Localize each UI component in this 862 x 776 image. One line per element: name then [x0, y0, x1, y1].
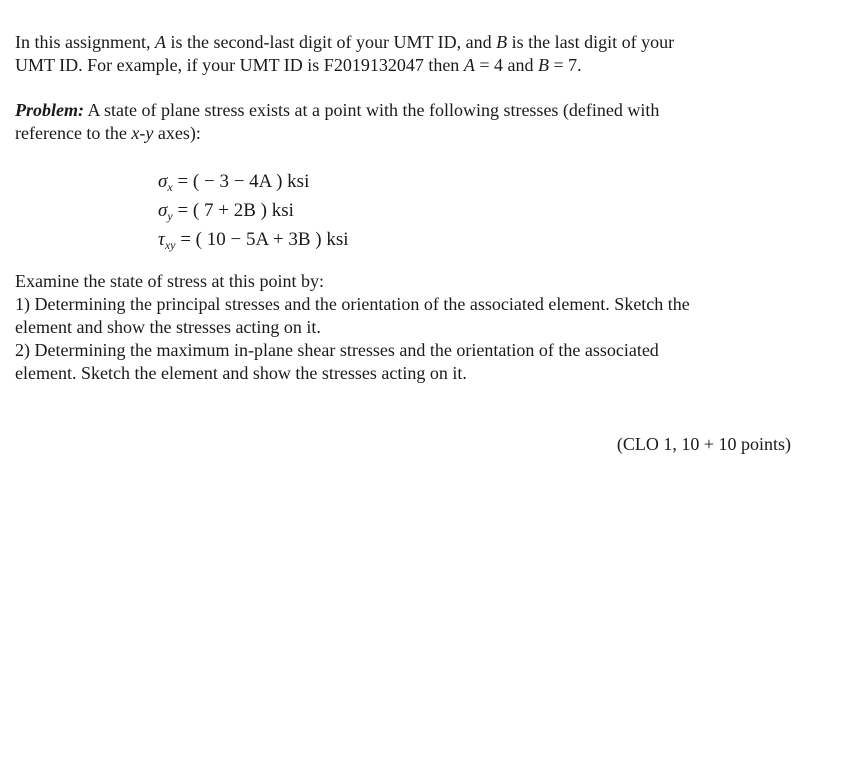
- examine-line: element. Sketch the element and show the stresses acting on it.: [15, 363, 467, 383]
- problem-line-1: Problem: A state of plane stress exists at a point with the following stresses (defined with: [15, 100, 660, 120]
- intro-line-2: UMT ID. For example, if your UMT ID is F2019132047 then A = 4 and B = 7.: [15, 55, 582, 75]
- clo-points-note: (CLO 1, 10 + 10 points): [616, 434, 791, 454]
- examine-line: Examine the state of stress at this point by:: [15, 271, 324, 291]
- equation-tau-xy: $\tau_{xy}$ = ( 10 − 5A + 3B ) ksi: [158, 229, 349, 252]
- examine-line: 2) Determining the maximum in-plane shear stresses and the orientation of the associated: [15, 340, 659, 360]
- intro-line-1: In this assignment, A is the second-last digit of your UMT ID, and B is the last digit of your: [15, 32, 675, 52]
- examine-line: element and show the stresses acting on it.: [15, 317, 321, 337]
- intro-paragraph: [15, 31, 795, 77]
- stress-equations: [158, 170, 349, 257]
- equation-sigma-x: $\sigma_x$ = ( − 3 − 4A ) ksi: [158, 171, 310, 194]
- examine-paragraph: [15, 270, 795, 385]
- equation-sigma-y: $\sigma_y$ = ( 7 + 2B ) ksi: [158, 200, 294, 223]
- problem-line-2: reference to the x-y axes):: [15, 123, 201, 143]
- problem-label: Problem:: [15, 100, 84, 120]
- problem-paragraph: [15, 99, 795, 145]
- examine-line: 1) Determining the principal stresses and the orientation of the associated element. Sketch the: [15, 294, 690, 314]
